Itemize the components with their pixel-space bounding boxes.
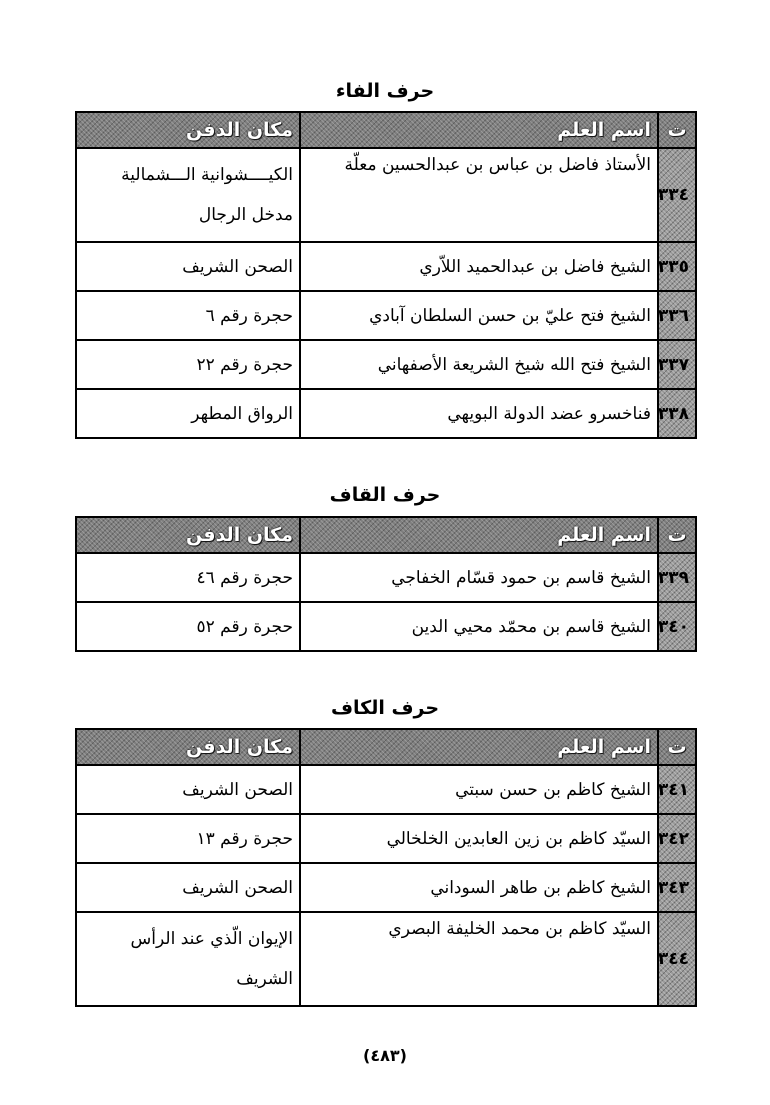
- row-number: ٣٣٩: [658, 553, 696, 602]
- row-number: ٣٣٤: [658, 148, 696, 242]
- row-name: الشيخ فتح الله شيخ الشريعة الأصفهاني: [300, 340, 658, 389]
- row-place: حجرة رقم ٦: [76, 291, 300, 340]
- row-name: الشيخ فتح عليّ بن حسن السلطان آبادي: [300, 291, 658, 340]
- row-name: الشيخ كاظم بن حسن سبتي: [300, 765, 658, 814]
- row-place: حجرة رقم ١٣: [76, 814, 300, 863]
- row-number: ٣٣٨: [658, 389, 696, 438]
- header-place: مكان الدفن: [76, 729, 300, 765]
- table-row: [76, 389, 696, 438]
- row-place: حجرة رقم ٢٢: [76, 340, 300, 389]
- table-row: [76, 814, 696, 863]
- row-place: الصحن الشريف: [76, 242, 300, 291]
- table-row: [76, 765, 696, 814]
- row-name: الشيخ فاضل بن عبدالحميد اللاّري: [300, 242, 658, 291]
- table-row: [76, 148, 696, 242]
- row-name: السيّد كاظم بن زين العابدين الخلخالي: [300, 814, 658, 863]
- row-name: الأستاذ فاضل بن عباس بن عبدالحسين معلّة: [300, 148, 658, 242]
- table-row: [76, 912, 696, 1006]
- table-header-row: [76, 729, 696, 765]
- qaf-table: [75, 516, 697, 652]
- header-place: مكان الدفن: [76, 112, 300, 148]
- header-number: ت: [658, 112, 696, 148]
- table-row: [76, 602, 696, 651]
- row-name: الشيخ قاسم بن محمّد محيي الدين: [300, 602, 658, 651]
- row-number: ٣٣٥: [658, 242, 696, 291]
- table-row: [76, 242, 696, 291]
- table-row: [76, 340, 696, 389]
- header-name: اسم العلم: [300, 729, 658, 765]
- faa-table: [75, 111, 697, 439]
- table-row: [76, 291, 696, 340]
- row-number: ٣٤١: [658, 765, 696, 814]
- row-name: الشيخ كاظم بن طاهر السوداني: [300, 863, 658, 912]
- table-header-row: [76, 517, 696, 553]
- table-row: [76, 553, 696, 602]
- row-place: حجرة رقم ٤٦: [76, 553, 300, 602]
- row-place: الرواق المطهر: [76, 389, 300, 438]
- row-number: ٣٤٢: [658, 814, 696, 863]
- row-place: الصحن الشريف: [76, 863, 300, 912]
- table-header-row: [76, 112, 696, 148]
- row-place: الصحن الشريف: [76, 765, 300, 814]
- header-number: ت: [658, 729, 696, 765]
- row-number: ٣٣٦: [658, 291, 696, 340]
- row-number: ٣٤٣: [658, 863, 696, 912]
- kaf-table: [75, 728, 697, 1007]
- row-place: الكيــــشوانية الـــشمالية مدخل الرجال: [76, 148, 300, 242]
- section-title-faa: حرف الفاء: [335, 80, 435, 102]
- table-row: [76, 863, 696, 912]
- row-name: السيّد كاظم بن محمد الخليفة البصري: [300, 912, 658, 1006]
- row-place: الإيوان الّذي عند الرأس الشريف: [76, 912, 300, 1006]
- header-name: اسم العلم: [300, 517, 658, 553]
- header-name: اسم العلم: [300, 112, 658, 148]
- row-name: الشيخ قاسم بن حمود قسّام الخفاجي: [300, 553, 658, 602]
- section-title-qaf: حرف القاف: [329, 484, 441, 506]
- row-number: ٣٤٤: [658, 912, 696, 1006]
- row-number: ٣٣٧: [658, 340, 696, 389]
- section-title-kaf: حرف الكاف: [330, 697, 440, 719]
- header-place: مكان الدفن: [76, 517, 300, 553]
- page-number: (٤٨٣): [363, 1046, 407, 1065]
- row-name: فناخسرو عضد الدولة البويهي: [300, 389, 658, 438]
- row-number: ٣٤٠: [658, 602, 696, 651]
- header-number: ت: [658, 517, 696, 553]
- row-place: حجرة رقم ٥٢: [76, 602, 300, 651]
